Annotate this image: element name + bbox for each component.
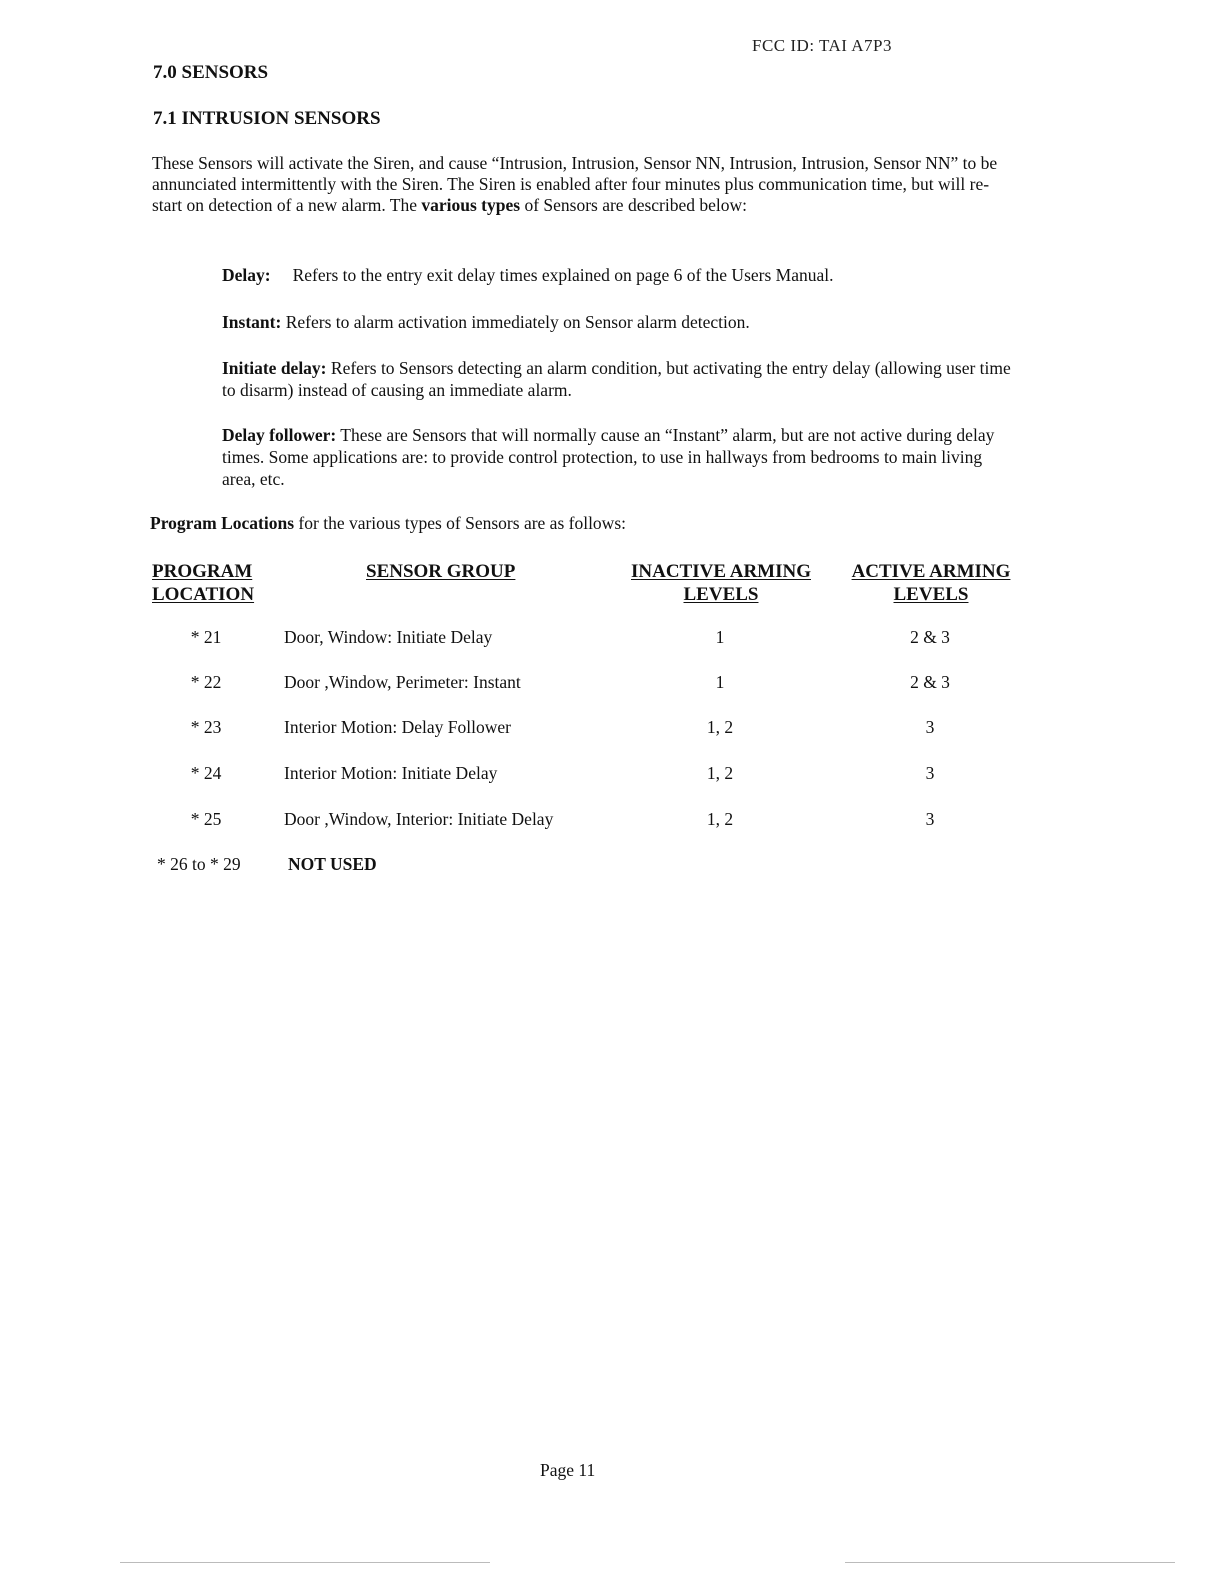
intro-text-part1: These Sensors will activate the Siren, and cause “Intrusion, Intrusion, Sensor NN, Intrusion, Intrusion, Sensor NN” to be annunciated intermittently with the Siren. The Siren is enabled after four minutes plus communication time, but will re-start on detection of a new alarm. The (152, 153, 998, 215)
cell-location: * 24 (190, 763, 222, 783)
table-row (0, 809, 1224, 833)
table-row (0, 672, 1224, 696)
intro-paragraph (152, 153, 1002, 216)
program-locations-intro (150, 513, 626, 534)
table-row (0, 717, 1224, 741)
cell-inactive: 1, 2 (706, 809, 734, 829)
subsection-title: 7.1 INTRUSION SENSORS (153, 108, 381, 129)
table-header-group (366, 560, 515, 583)
cell-inactive: 1 (715, 672, 725, 692)
cell-active: 2 & 3 (910, 627, 950, 647)
cell-inactive: 1, 2 (706, 763, 734, 783)
header-line: LEVELS (893, 584, 969, 605)
fcc-id-header: FCC ID: TAI A7P3 (752, 36, 892, 55)
table-header-location (152, 560, 254, 606)
header-line: LEVELS (683, 584, 759, 605)
cell-active: 2 & 3 (910, 672, 950, 692)
table-header-inactive (626, 560, 816, 606)
header-line: PROGRAM (152, 561, 253, 582)
definition-term: Initiate delay: (222, 358, 327, 378)
definition-delay (222, 264, 1012, 286)
cell-group: Door ,Window, Interior: Initiate Delay (284, 809, 554, 829)
header-line: LOCATION (152, 584, 255, 605)
table-row (0, 627, 1224, 651)
cell-location: * 22 (190, 672, 222, 692)
definition-instant (222, 311, 1012, 333)
definition-term: Instant: (222, 312, 282, 332)
definition-term: Delay follower: (222, 425, 337, 445)
cell-active: 3 (925, 763, 935, 783)
cell-group: Door, Window: Initiate Delay (284, 627, 493, 647)
scan-artifact-line (845, 1562, 1175, 1563)
cell-group: Interior Motion: Delay Follower (284, 717, 511, 737)
not-used-label: NOT USED (288, 854, 377, 874)
intro-bold: various types (421, 195, 521, 215)
definition-text: Refers to Sensors detecting an alarm condition, but activating the entry delay (allowing user time to disarm) instead of causing an immediate alarm. (222, 358, 1011, 400)
definition-text: Refers to the entry exit delay times explained on page 6 of the Users Manual. (292, 265, 834, 285)
header-line: SENSOR GROUP (366, 561, 516, 582)
cell-location: * 25 (190, 809, 222, 829)
cell-location: * 21 (190, 627, 222, 647)
definition-delay-follower (222, 424, 1012, 490)
table-row (0, 763, 1224, 787)
intro-text-part2: of Sensors are described below: (520, 195, 748, 215)
definition-text: These are Sensors that will normally cause an “Instant” alarm, but are not active during delay times. Some applications are: to provide control protection, to use in hallways from bedrooms to main living area, etc. (222, 425, 995, 489)
cell-location: * 23 (190, 717, 222, 737)
cell-group: Interior Motion: Initiate Delay (284, 763, 498, 783)
cell-inactive: 1, 2 (706, 717, 734, 737)
cell-active: 3 (925, 809, 935, 829)
section-title: 7.0 SENSORS (153, 62, 269, 83)
header-line: ACTIVE ARMING (851, 561, 1011, 582)
cell-inactive: 1 (715, 627, 725, 647)
not-used-location: * 26 to * 29 (157, 854, 241, 874)
cell-group: Door ,Window, Perimeter: Instant (284, 672, 521, 692)
definition-term: Delay: (222, 265, 271, 285)
cell-active: 3 (925, 717, 935, 737)
definition-initiate-delay (222, 357, 1012, 401)
program-intro-bold: Program Locations (150, 513, 295, 533)
scan-artifact-line (120, 1562, 490, 1563)
header-line: INACTIVE ARMING (631, 561, 811, 582)
page-number: Page 11 (540, 1460, 596, 1480)
program-intro-text: for the various types of Sensors are as follows: (294, 513, 626, 533)
table-header-active (846, 560, 1016, 606)
definition-text: Refers to alarm activation immediately on Sensor alarm detection. (281, 312, 750, 332)
